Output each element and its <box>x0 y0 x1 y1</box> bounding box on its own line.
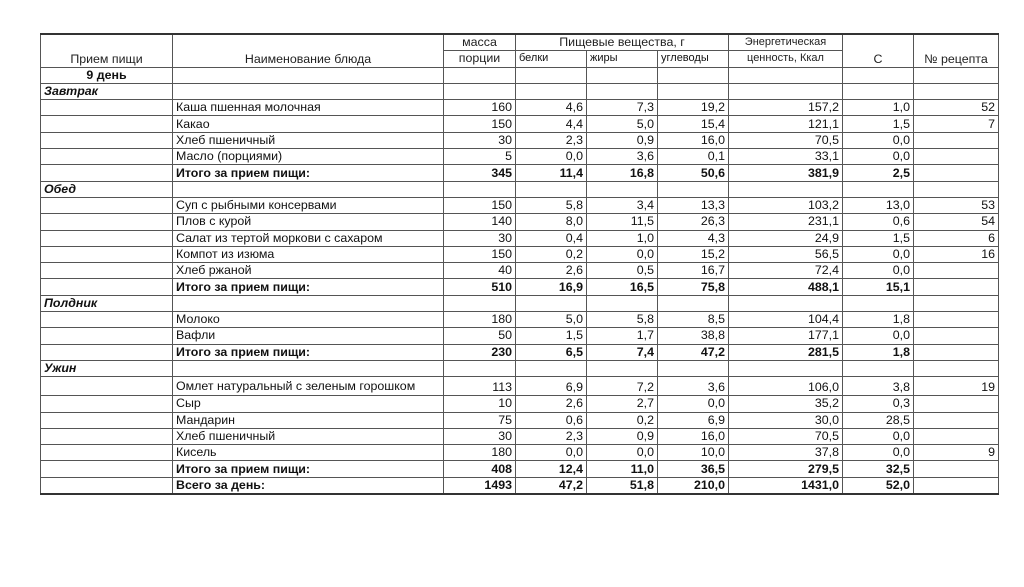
value-energy: 177,1 <box>729 328 843 344</box>
section-row <box>41 83 999 99</box>
value-fat: 11,0 <box>587 461 658 477</box>
day-label: 9 день <box>41 67 173 83</box>
header-nutrients: Пищевые вещества, г <box>516 34 729 51</box>
value-c: 1,5 <box>843 116 914 132</box>
meal-cell <box>41 263 173 279</box>
empty-cell <box>729 295 843 311</box>
dish-name: Хлеб пшеничный <box>173 132 444 148</box>
meal-cell <box>41 377 173 396</box>
value-protein: 6,5 <box>516 344 587 360</box>
section-title: Обед <box>41 181 173 197</box>
empty-cell <box>444 360 516 376</box>
value-carbs: 8,5 <box>658 312 729 328</box>
value-fat: 5,0 <box>587 116 658 132</box>
meal-cell <box>41 445 173 461</box>
value-recipe: 19 <box>914 377 999 396</box>
empty-cell <box>658 83 729 99</box>
dish-name: Каша пшенная молочная <box>173 100 444 116</box>
value-carbs: 4,3 <box>658 230 729 246</box>
value-protein: 5,8 <box>516 197 587 213</box>
value-fat: 1,7 <box>587 328 658 344</box>
value-recipe <box>914 279 999 295</box>
value-fat: 1,0 <box>587 230 658 246</box>
value-carbs: 0,1 <box>658 149 729 165</box>
section-row <box>41 360 999 376</box>
dish-row <box>41 328 999 344</box>
total-row <box>41 165 999 181</box>
value-mass: 180 <box>444 445 516 461</box>
dish-name: Хлеб пшеничный <box>173 428 444 444</box>
value-c: 0,0 <box>843 263 914 279</box>
value-energy: 281,5 <box>729 344 843 360</box>
value-recipe <box>914 149 999 165</box>
value-recipe <box>914 428 999 444</box>
value-c: 0,0 <box>843 328 914 344</box>
header-recipe: № рецепта <box>914 34 999 67</box>
value-mass: 5 <box>444 149 516 165</box>
day-row <box>41 67 999 83</box>
value-mass: 408 <box>444 461 516 477</box>
section-title: Полдник <box>41 295 173 311</box>
empty-cell <box>729 181 843 197</box>
value-c: 0,0 <box>843 445 914 461</box>
value-fat: 3,6 <box>587 149 658 165</box>
value-fat: 11,5 <box>587 214 658 230</box>
value-mass: 510 <box>444 279 516 295</box>
dish-name: Салат из тертой моркови с сахаром <box>173 230 444 246</box>
dish-name: Омлет натуральный с зеленым горошком <box>173 377 444 396</box>
value-c: 1,0 <box>843 100 914 116</box>
value-energy: 106,0 <box>729 377 843 396</box>
dish-row <box>41 246 999 262</box>
value-mass: 30 <box>444 428 516 444</box>
section-row <box>41 181 999 197</box>
dish-row <box>41 116 999 132</box>
meal-cell <box>41 116 173 132</box>
value-c: 2,5 <box>843 165 914 181</box>
value-protein: 0,6 <box>516 412 587 428</box>
empty-cell <box>658 295 729 311</box>
value-c: 0,0 <box>843 246 914 262</box>
meal-cell <box>41 149 173 165</box>
value-c: 0,0 <box>843 149 914 165</box>
value-fat: 2,7 <box>587 396 658 412</box>
value-mass: 345 <box>444 165 516 181</box>
value-recipe: 7 <box>914 116 999 132</box>
meal-cell <box>41 344 173 360</box>
value-recipe: 16 <box>914 246 999 262</box>
value-mass: 50 <box>444 328 516 344</box>
value-fat: 7,4 <box>587 344 658 360</box>
value-mass: 150 <box>444 246 516 262</box>
value-carbs: 13,3 <box>658 197 729 213</box>
dish-row <box>41 396 999 412</box>
value-recipe <box>914 412 999 428</box>
value-fat: 16,5 <box>587 279 658 295</box>
value-recipe <box>914 344 999 360</box>
empty-cell <box>587 360 658 376</box>
value-mass: 140 <box>444 214 516 230</box>
value-c: 0,3 <box>843 396 914 412</box>
header-mass-line1: масса <box>444 34 516 51</box>
value-carbs: 16,0 <box>658 428 729 444</box>
value-fat: 51,8 <box>587 477 658 494</box>
total-row <box>41 461 999 477</box>
dish-name: Мандарин <box>173 412 444 428</box>
meal-cell <box>41 165 173 181</box>
value-energy: 72,4 <box>729 263 843 279</box>
value-energy: 56,5 <box>729 246 843 262</box>
value-protein: 47,2 <box>516 477 587 494</box>
empty-cell <box>444 295 516 311</box>
value-c: 0,0 <box>843 132 914 148</box>
menu-table <box>40 33 999 495</box>
empty-cell <box>444 83 516 99</box>
value-recipe: 53 <box>914 197 999 213</box>
empty-cell <box>173 181 444 197</box>
value-carbs: 3,6 <box>658 377 729 396</box>
value-protein: 0,4 <box>516 230 587 246</box>
value-mass: 75 <box>444 412 516 428</box>
value-carbs: 16,0 <box>658 132 729 148</box>
dish-name: Кисель <box>173 445 444 461</box>
value-recipe <box>914 165 999 181</box>
value-protein: 0,2 <box>516 246 587 262</box>
value-c: 3,8 <box>843 377 914 396</box>
empty-cell <box>173 360 444 376</box>
dish-row <box>41 428 999 444</box>
value-fat: 7,3 <box>587 100 658 116</box>
dish-row <box>41 412 999 428</box>
empty-cell <box>843 360 914 376</box>
meal-cell <box>41 230 173 246</box>
value-protein: 1,5 <box>516 328 587 344</box>
value-protein: 2,6 <box>516 396 587 412</box>
value-fat: 16,8 <box>587 165 658 181</box>
total-label: Итого за прием пищи: <box>173 165 444 181</box>
value-mass: 113 <box>444 377 516 396</box>
value-energy: 157,2 <box>729 100 843 116</box>
value-energy: 35,2 <box>729 396 843 412</box>
value-c: 52,0 <box>843 477 914 494</box>
value-c: 1,8 <box>843 312 914 328</box>
empty-cell <box>587 295 658 311</box>
value-energy: 1431,0 <box>729 477 843 494</box>
meal-cell <box>41 412 173 428</box>
empty-cell <box>658 181 729 197</box>
value-protein: 5,0 <box>516 312 587 328</box>
value-protein: 8,0 <box>516 214 587 230</box>
value-energy: 30,0 <box>729 412 843 428</box>
value-energy: 488,1 <box>729 279 843 295</box>
value-protein: 4,4 <box>516 116 587 132</box>
header-energy-line1: Энергетическая <box>729 34 843 51</box>
empty-cell <box>173 83 444 99</box>
value-mass: 1493 <box>444 477 516 494</box>
section-row <box>41 295 999 311</box>
dish-row <box>41 377 999 396</box>
dish-name: Хлеб ржаной <box>173 263 444 279</box>
value-energy: 24,9 <box>729 230 843 246</box>
value-mass: 30 <box>444 132 516 148</box>
dish-name: Сыр <box>173 396 444 412</box>
total-label: Всего за день: <box>173 477 444 494</box>
empty-cell <box>843 181 914 197</box>
header-vitamin-c: С <box>843 34 914 67</box>
empty-cell <box>516 181 587 197</box>
value-energy: 70,5 <box>729 428 843 444</box>
value-protein: 0,0 <box>516 149 587 165</box>
dish-row <box>41 445 999 461</box>
meal-cell <box>41 428 173 444</box>
total-row <box>41 477 999 494</box>
empty-cell <box>587 83 658 99</box>
total-label: Итого за прием пищи: <box>173 461 444 477</box>
meal-cell <box>41 312 173 328</box>
meal-cell <box>41 328 173 344</box>
value-recipe: 54 <box>914 214 999 230</box>
value-recipe <box>914 263 999 279</box>
value-protein: 2,6 <box>516 263 587 279</box>
header-energy-line2: ценность, Ккал <box>729 51 843 67</box>
value-mass: 40 <box>444 263 516 279</box>
value-c: 28,5 <box>843 412 914 428</box>
value-c: 0,6 <box>843 214 914 230</box>
value-protein: 6,9 <box>516 377 587 396</box>
dish-row <box>41 214 999 230</box>
meal-cell <box>41 214 173 230</box>
empty-cell <box>516 360 587 376</box>
value-c: 13,0 <box>843 197 914 213</box>
value-recipe <box>914 312 999 328</box>
dish-name: Плов с курой <box>173 214 444 230</box>
empty-cell <box>729 360 843 376</box>
value-c: 0,0 <box>843 428 914 444</box>
meal-cell <box>41 246 173 262</box>
value-recipe: 9 <box>914 445 999 461</box>
section-title: Завтрак <box>41 83 173 99</box>
value-carbs: 0,0 <box>658 396 729 412</box>
dish-row <box>41 312 999 328</box>
dish-name: Масло (порциями) <box>173 149 444 165</box>
value-c: 15,1 <box>843 279 914 295</box>
dish-row <box>41 197 999 213</box>
empty-cell <box>914 360 999 376</box>
value-mass: 230 <box>444 344 516 360</box>
value-fat: 0,0 <box>587 246 658 262</box>
value-mass: 30 <box>444 230 516 246</box>
dish-name: Какао <box>173 116 444 132</box>
meal-cell <box>41 461 173 477</box>
value-fat: 0,2 <box>587 412 658 428</box>
value-mass: 150 <box>444 197 516 213</box>
value-carbs: 38,8 <box>658 328 729 344</box>
value-fat: 0,5 <box>587 263 658 279</box>
value-energy: 279,5 <box>729 461 843 477</box>
dish-name: Суп с рыбными консервами <box>173 197 444 213</box>
value-recipe <box>914 477 999 494</box>
value-protein: 16,9 <box>516 279 587 295</box>
value-energy: 103,2 <box>729 197 843 213</box>
value-recipe <box>914 461 999 477</box>
value-carbs: 47,2 <box>658 344 729 360</box>
value-energy: 70,5 <box>729 132 843 148</box>
dish-row <box>41 100 999 116</box>
value-c: 1,5 <box>843 230 914 246</box>
empty-cell <box>516 83 587 99</box>
value-recipe <box>914 328 999 344</box>
value-fat: 0,0 <box>587 445 658 461</box>
meal-cell <box>41 132 173 148</box>
value-protein: 0,0 <box>516 445 587 461</box>
meal-cell <box>41 477 173 494</box>
value-energy: 37,8 <box>729 445 843 461</box>
header-mass-line2: порции <box>444 51 516 67</box>
value-protein: 4,6 <box>516 100 587 116</box>
value-carbs: 36,5 <box>658 461 729 477</box>
value-c: 32,5 <box>843 461 914 477</box>
header-row-1 <box>41 34 999 51</box>
empty-cell <box>587 181 658 197</box>
total-label: Итого за прием пищи: <box>173 279 444 295</box>
value-energy: 104,4 <box>729 312 843 328</box>
value-mass: 160 <box>444 100 516 116</box>
header-fat: жиры <box>587 51 658 67</box>
value-recipe: 6 <box>914 230 999 246</box>
header-protein: белки <box>516 51 587 67</box>
value-energy: 231,1 <box>729 214 843 230</box>
value-fat: 5,8 <box>587 312 658 328</box>
empty-cell <box>729 83 843 99</box>
meal-cell <box>41 396 173 412</box>
value-mass: 150 <box>444 116 516 132</box>
value-recipe <box>914 396 999 412</box>
empty-cell <box>843 83 914 99</box>
value-carbs: 15,2 <box>658 246 729 262</box>
empty-cell <box>173 295 444 311</box>
header-dish: Наименование блюда <box>173 34 444 67</box>
value-recipe: 52 <box>914 100 999 116</box>
header-meal: Прием пищи <box>41 34 173 67</box>
total-row <box>41 344 999 360</box>
dish-row <box>41 263 999 279</box>
total-row <box>41 279 999 295</box>
value-carbs: 210,0 <box>658 477 729 494</box>
meal-cell <box>41 197 173 213</box>
value-carbs: 6,9 <box>658 412 729 428</box>
value-mass: 180 <box>444 312 516 328</box>
value-carbs: 75,8 <box>658 279 729 295</box>
meal-cell <box>41 279 173 295</box>
dish-name: Молоко <box>173 312 444 328</box>
dish-name: Компот из изюма <box>173 246 444 262</box>
value-energy: 381,9 <box>729 165 843 181</box>
value-energy: 33,1 <box>729 149 843 165</box>
empty-cell <box>914 295 999 311</box>
value-protein: 2,3 <box>516 132 587 148</box>
dish-row <box>41 230 999 246</box>
value-carbs: 19,2 <box>658 100 729 116</box>
empty-cell <box>914 181 999 197</box>
section-title: Ужин <box>41 360 173 376</box>
empty-cell <box>843 295 914 311</box>
empty-cell <box>516 295 587 311</box>
header-carbs: углеводы <box>658 51 729 67</box>
value-energy: 121,1 <box>729 116 843 132</box>
empty-cell <box>444 181 516 197</box>
value-carbs: 50,6 <box>658 165 729 181</box>
value-protein: 12,4 <box>516 461 587 477</box>
value-fat: 7,2 <box>587 377 658 396</box>
value-mass: 10 <box>444 396 516 412</box>
empty-cell <box>658 360 729 376</box>
dish-row <box>41 149 999 165</box>
value-fat: 3,4 <box>587 197 658 213</box>
value-carbs: 26,3 <box>658 214 729 230</box>
value-fat: 0,9 <box>587 132 658 148</box>
value-c: 1,8 <box>843 344 914 360</box>
value-carbs: 16,7 <box>658 263 729 279</box>
total-label: Итого за прием пищи: <box>173 344 444 360</box>
value-protein: 11,4 <box>516 165 587 181</box>
empty-cell <box>914 83 999 99</box>
dish-row <box>41 132 999 148</box>
meal-cell <box>41 100 173 116</box>
value-carbs: 10,0 <box>658 445 729 461</box>
value-protein: 2,3 <box>516 428 587 444</box>
value-recipe <box>914 132 999 148</box>
dish-name: Вафли <box>173 328 444 344</box>
value-fat: 0,9 <box>587 428 658 444</box>
value-carbs: 15,4 <box>658 116 729 132</box>
